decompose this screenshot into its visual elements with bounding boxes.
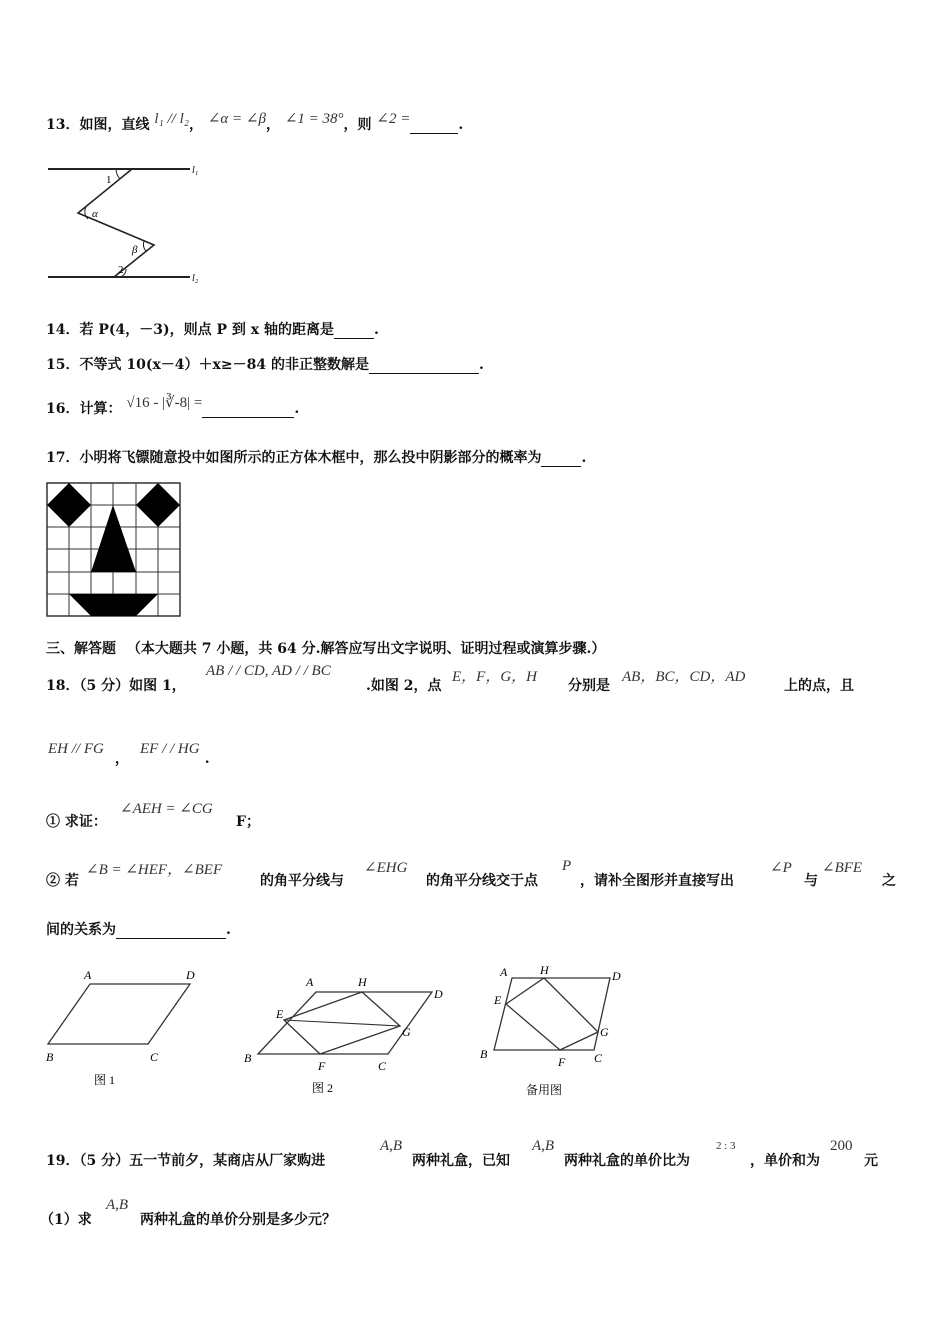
fig1-label-D: D (186, 968, 195, 982)
q18-math-ef-hg: EF / / HG (140, 741, 200, 757)
q18-math-points: E，F，G，H (452, 669, 537, 685)
label-l2: l₂ (192, 273, 199, 284)
fig3-caption: 备用图 (526, 1083, 563, 1097)
fig3-label-F: F (558, 1055, 566, 1069)
q13-prefix: 如图，直线 (79, 117, 150, 133)
q14-number: 14． (46, 322, 80, 338)
q19-math-ratio: 2 : 3 (716, 1140, 736, 1152)
fig2-label-A: A (306, 975, 314, 989)
fig2-label-B: B (244, 1051, 252, 1065)
q18-line1: 18．（5 分）如图 1， (46, 678, 186, 694)
q15-number: 15． (46, 357, 80, 373)
q19-text-known: 两种礼盒，已知 (412, 1153, 510, 1169)
q18-part2-text-complete: ，请补全图形并直接写出 (580, 873, 734, 889)
q18-part2-math-angle-p: ∠P (770, 860, 792, 876)
q18-math-eh-fg: EH // FG (48, 741, 104, 757)
fig2-label-G: G (402, 1025, 411, 1039)
q14-text: 若 P(4，－3)，则点 P 到 x 轴的距离是 (79, 322, 334, 338)
q16-text: 计算： (79, 401, 122, 417)
q18-part2-math-angles: ∠B = ∠HEF，∠BEF (86, 862, 223, 878)
q18-part2-line2: 间的关系为 . (46, 922, 231, 938)
label-l1: l₁ (192, 165, 199, 176)
q13-figure (44, 155, 214, 290)
nose-triangle (91, 505, 136, 572)
q17-text: 小明将飞镖随意投中如图所示的正方体木框中，那么投中阴影部分的概率为 (79, 450, 542, 466)
q15-text: 不等式 10(x－4）＋x≥－84 的非正整数解是 (79, 357, 369, 373)
q19-number: 19． (46, 1153, 80, 1169)
fig3-label-B: B (480, 1047, 488, 1061)
q18-part2-math-bfe: ∠BFE (822, 860, 863, 876)
q15-answer-blank (369, 359, 479, 374)
q13-angle1-math: ∠1 = 38° (284, 111, 344, 127)
q19-math-200: 200 (830, 1138, 853, 1154)
q18-figure2 (238, 964, 458, 1099)
fig3-label-H: H (540, 963, 549, 977)
q18-part1-label: ① 求证： (46, 814, 107, 830)
q17-number: 17． (46, 450, 80, 466)
fig3-label-D: D (612, 969, 621, 983)
fig1-label-C: C (150, 1050, 159, 1064)
q17-line: 17．小明将飞镖随意投中如图所示的正方体木框中，那么投中阴影部分的概率为 . (46, 450, 587, 466)
q18-answer-blank (116, 924, 226, 939)
q13-number: 13． (46, 117, 80, 133)
section3-header (46, 640, 605, 658)
parallelogram-abcd (48, 984, 190, 1044)
fig1-label-A: A (84, 968, 92, 982)
q18-backup-figure (478, 962, 638, 1102)
q16-expression: √16 - |∛-8| = (126, 395, 203, 411)
q18-text-respectively: 分别是 (568, 678, 610, 694)
fig2-label-C: C (378, 1059, 387, 1073)
q18-line2: EH // FG ， EF / / HG . (48, 741, 210, 767)
q15-line: 15．不等式 10(x－4）＋x≥－84 的非正整数解是 . (46, 357, 484, 373)
q18-part2-label: ② 若 (46, 873, 79, 889)
section3-title: 三、解答题 (46, 641, 116, 657)
label-2: 2 (118, 264, 124, 276)
q18-text-on-points: 上的点，且 (784, 678, 854, 694)
q18-part2-math-p: P (562, 858, 572, 874)
q13-parallel-math: l₁ // l₂ (154, 111, 189, 127)
right-eye-diamond (136, 483, 180, 527)
q19-text-sum: ，单价和为 (750, 1153, 820, 1169)
q18-math-sides: AB，BC，CD，AD (622, 669, 746, 685)
q19-text-yuan: 元 (864, 1153, 878, 1169)
q16-line: 16．计算： √16 - |∛-8| = . (46, 395, 300, 417)
q19-math-ab-2: A,B (532, 1138, 555, 1154)
q19-sub1-label: （1）求 (40, 1212, 92, 1228)
q19-sub1-math: A,B (106, 1197, 129, 1213)
fig1-caption: 图 1 (94, 1073, 116, 1087)
fig3-label-A: A (500, 965, 508, 979)
q19-math-ab-1: A,B (380, 1138, 403, 1154)
q13-angle-eq-math: ∠α = ∠β (207, 111, 266, 127)
q18-part2-text-bisector: 的角平分线与 (260, 873, 344, 889)
fig2-caption: 图 2 (312, 1081, 334, 1095)
q18-part2-text-intersect: 的角平分线交于点 (426, 873, 538, 889)
fig3-label-E: E (494, 993, 502, 1007)
q14-line: 14．若 P(4，－3)，则点 P 到 x 轴的距离是 . (46, 322, 379, 338)
fig3-label-C: C (594, 1051, 603, 1065)
q18-math-parallel: AB / / CD, AD / / BC (206, 663, 331, 679)
fig1-label-B: B (46, 1050, 54, 1064)
parallelogram-abcd (494, 978, 610, 1050)
q14-answer-blank (334, 324, 374, 339)
q18-part2-math-ehg: ∠EHG (364, 860, 408, 876)
q18-figure1 (44, 964, 204, 1094)
q18-number: 18． (46, 678, 80, 694)
fig2-label-E: E (276, 1007, 284, 1021)
q17-answer-blank (541, 452, 581, 467)
section3-note: （本大题共 7 小题，共 64 分.解答应写出文字说明、证明过程或演算步骤.） (126, 641, 606, 657)
q13-angle2-math: ∠2 = (376, 111, 411, 127)
q16-number: 16． (46, 401, 80, 417)
q17-grid-figure (46, 482, 182, 618)
quadrilateral-efgh (506, 978, 598, 1050)
q16-answer-blank (202, 403, 294, 418)
label-alpha: α (92, 208, 98, 220)
q18-text-fig2: .如图 2，点 (366, 678, 442, 694)
fig2-label-H: H (358, 975, 367, 989)
q13-answer-blank (410, 119, 458, 134)
mouth-trapezoid (69, 594, 158, 616)
q18-part1-tail: F； (236, 814, 260, 830)
q18-part1-math: ∠AEH = ∠CG (120, 801, 213, 817)
label-1: 1 (106, 174, 112, 186)
fig2-label-D: D (434, 987, 443, 1001)
q18-part2-text-and: 与 (804, 873, 818, 889)
q19-sub1-text: 两种礼盒的单价分别是多少元？ (140, 1212, 336, 1228)
left-eye-diamond (47, 483, 91, 527)
fig2-label-F: F (318, 1059, 326, 1073)
q19-line1-a: 19．（5 分）五一节前夕，某商店从厂家购进 (46, 1153, 326, 1169)
q18-part2-text-between: 之 (882, 873, 896, 889)
q13-line: 13．如图，直线 l₁ // l₂， ∠α = ∠β， ∠1 = 38°，则 ∠2 = . (46, 111, 464, 133)
q19-text-ratio: 两种礼盒的单价比为 (564, 1153, 690, 1169)
label-beta: β (132, 244, 138, 256)
zigzag-path (78, 169, 154, 277)
fig3-label-G: G (600, 1025, 609, 1039)
